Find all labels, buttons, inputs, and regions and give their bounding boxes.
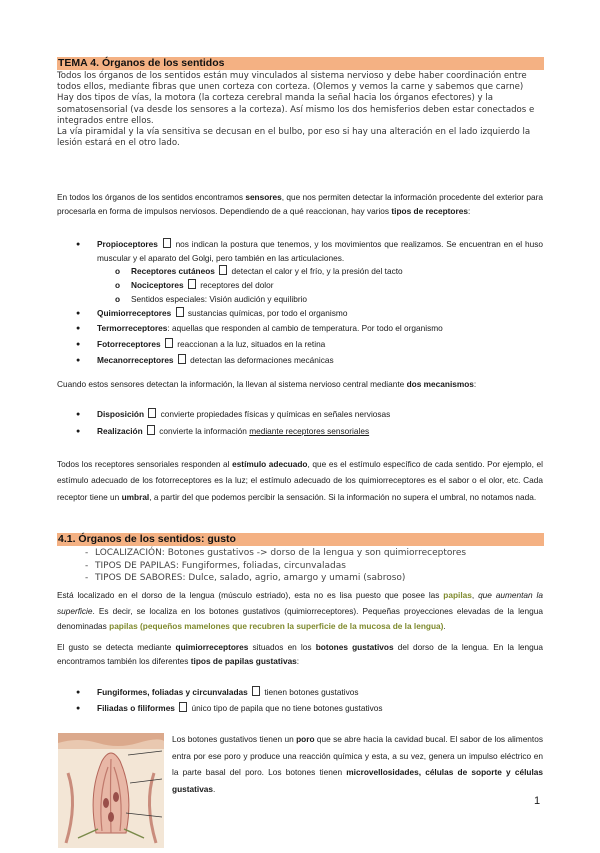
- list-item: ● Fungiformes, foliadas y circunvaladas tienen botones gustativos: [57, 686, 543, 700]
- gusto-summary-list: [57, 547, 543, 585]
- receptor-list: [57, 238, 543, 367]
- arrow-glyph-icon: [148, 408, 156, 418]
- arrow-glyph-icon: [219, 265, 227, 275]
- intro-text: [57, 71, 543, 149]
- intro-paragraph: La vía piramidal y la vía sensitiva se decusan en el bulbo, por eso si hay una alteración en el lado izquierdo la lesión estará en el otro lado.: [57, 127, 531, 149]
- intro-paragraph: Hay dos tipos de vías, la motora (la corteza cerebral manda la señal hacia los órganos efectores) y la somatosensorial (va desde los sensores a la corteza). Así mismo los dos hemisferios deben estar conectados e integrados entre ellos.: [57, 93, 535, 126]
- list-item: o Sentidos especiales: Visión audición y equilibrio: [57, 293, 543, 307]
- list-item: o Receptores cutáneos detectan el calor y el frío, y la presión del tacto: [57, 265, 543, 279]
- paragraph-sensores: En todos los órganos de los sentidos encontramos sensores, que nos permiten detectar la información procedente del exterior para procesarla en forma de impulsos nerviosos. Dependiendo de a qué reaccionan, hay varios tipos de receptores:: [57, 192, 543, 217]
- list-item: ● Quimiorreceptores sustancias químicas, por todo el organismo: [57, 307, 543, 321]
- paragraph-poro: Los botones gustativos tienen un poro que se abre hacia la cavidad bucal. El sabor de los alimentos entra por ese poro y produce una reacción química y esta, a su vez, genera un impulso eléctrico en la parte basal del poro. Los botones tienen microvellosidades, células de soporte y células gustativas.: [172, 734, 543, 794]
- list-item: - TIPOS DE SABORES: Dulce, salado, agrio, amargo y umami (sabroso): [57, 572, 543, 585]
- list-item: ● Termorreceptores: aquellas que responden al cambio de temperatura. Por todo el organismo: [57, 322, 543, 336]
- arrow-glyph-icon: [147, 425, 155, 435]
- paragraph-quimiorreceptores: El gusto se detecta mediante quimiorreceptores situados en los botones gustativos del dorso de la lengua. En la lengua encontramos también los diferentes tipos de papilas gustativas:: [57, 642, 543, 667]
- arrow-glyph-icon: [179, 702, 187, 712]
- paragraph-papilas: Está localizado en el dorso de la lengua (músculo estriado), esta no es lisa puesto que posee las papilas, que aumentan la superficie. Es decir, se localiza en los botones gustativos (quimiorreceptores). Pequeñas proyecciones elevadas de la lengua denominadas papilas (pequeños mamelones que recubren la superficie de la mucosa de la lengua).: [57, 590, 543, 632]
- list-item: ● Realización convierte la información mediante receptores sensoriales: [57, 425, 543, 439]
- arrow-glyph-icon: [252, 686, 260, 696]
- arrow-glyph-icon: [165, 338, 173, 348]
- paragraph-estimulo: Todos los receptores sensoriales responden al estímulo adecuado, que es el estímulo específico de cada sentido. Por ejemplo, el estímulo adecuado de los fotorreceptores es la luz; el estímulo adecuado de los quimiorreceptores es el sabor o el olor, etc. Cada receptor tiene un umbral, a partir del que podemos percibir la sensación. Si la información no supera el umbral, no notamos nada.: [57, 459, 543, 502]
- mechanism-list: [57, 408, 543, 438]
- arrow-glyph-icon: [176, 307, 184, 317]
- list-item: o Nociceptores receptores del dolor: [57, 279, 543, 293]
- list-item: - LOCALIZACIÓN: Botones gustativos -> dorso de la lengua y son quimiorreceptores: [57, 547, 543, 560]
- arrow-glyph-icon: [188, 279, 196, 289]
- list-item: ● Filiadas o filiformes único tipo de papila que no tiene botones gustativos: [57, 702, 543, 716]
- list-item: ● Fotorreceptores reaccionan a la luz, situados en la retina: [57, 338, 543, 352]
- paragraph-mecanismos: Cuando estos sensores detectan la información, la llevan al sistema nervioso central mediante dos mecanismos:: [57, 379, 477, 389]
- arrow-glyph-icon: [163, 238, 171, 248]
- intro-paragraph: Todos los órganos de los sentidos están muy vinculados al sistema nervioso y debe haber coordinación entre todos ellos, mediante fibras que unen corteza con corteza. (Olemos y vemos la carne y sabemos que carne): [57, 71, 527, 93]
- taste-bud-illustration: [58, 733, 164, 848]
- page-number: 1: [534, 795, 541, 807]
- section-heading-tema4: TEMA 4. Órganos de los sentidos: [57, 57, 544, 70]
- list-item: ● Propioceptores nos indican la postura que tenemos, y los movimientos que realizamos. Se encuentran en el huso muscular y el aparato del Golgi, pero también en las articulaciones.: [57, 238, 543, 265]
- papilas-list: [57, 686, 543, 715]
- arrow-glyph-icon: [178, 354, 186, 364]
- list-item: ● Disposición convierte propiedades físicas y químicas en señales nerviosas: [57, 408, 543, 422]
- list-item: - TIPOS DE PAPILAS: Fungiformes, foliadas, circunvaladas: [57, 560, 543, 573]
- list-item: ● Mecanorreceptores detectan las deformaciones mecánicas: [57, 354, 543, 368]
- section-heading-gusto: 4.1. Órganos de los sentidos: gusto: [57, 533, 544, 546]
